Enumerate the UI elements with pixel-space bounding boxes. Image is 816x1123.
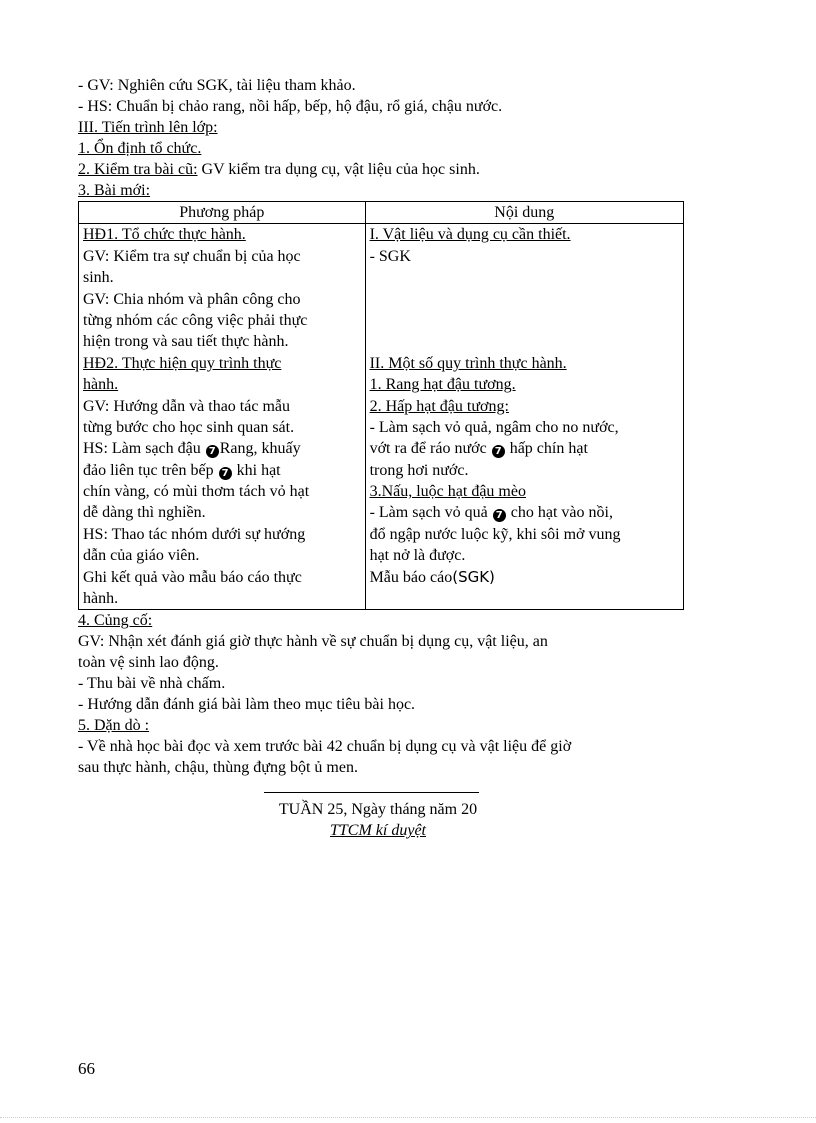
page-bottom-border — [0, 1117, 816, 1118]
text-line: GV: Hướng dẫn và thao tác mẫu — [83, 397, 290, 415]
lesson-table — [78, 201, 684, 610]
text-line: Ghi kết quả vào mẫu báo cáo thực — [83, 568, 302, 586]
text-span: khi hạt — [232, 461, 281, 479]
text-line: chín vàng, có mùi thơm tách vỏ hạt — [83, 483, 310, 501]
text-span: - Làm sạch vỏ quả — [369, 504, 492, 522]
table-header-row — [79, 202, 684, 224]
text-line: sau thực hành, chậu, thùng đựng bột ủ men. — [78, 759, 358, 777]
arrow-bullet-icon: 7 — [493, 509, 506, 522]
activity-1-title: HĐ1. Tổ chức thực hành. — [83, 226, 246, 244]
text-span: vớt ra để ráo nước — [369, 440, 491, 458]
text-line: GV: Chia nhóm và phân công cho — [83, 290, 301, 308]
text-line — [370, 438, 679, 459]
text-line: - SGK — [369, 247, 411, 265]
spacer — [370, 289, 679, 310]
text-line — [83, 460, 361, 481]
text-line: toàn vệ sinh lao động. — [78, 654, 219, 672]
step-1-heading: 1. Ổn định tổ chức. — [78, 140, 202, 157]
header-content: Nội dung — [365, 202, 683, 224]
activity-2-title: HĐ2. Thực hiện quy trình thực — [83, 354, 282, 372]
text-line: hành. — [83, 590, 119, 608]
step-3-heading: 3. Bài mới: — [78, 182, 151, 199]
teacher-prep-line: - GV: Nghiên cứu SGK, tài liệu tham khảo. — [78, 77, 356, 94]
step-2-line — [78, 159, 688, 180]
activity-2-title-cont: hành. — [83, 376, 119, 394]
report-line — [370, 567, 679, 588]
report-ref: (SGK) — [452, 567, 495, 586]
step-2-heading: 2. Kiểm tra bài cũ: — [78, 161, 198, 178]
procedure-3-title: 3.Nấu, luộc hạt đậu mèo — [369, 483, 526, 501]
text-line: hiện trong và sau tiết thực hành. — [83, 333, 289, 351]
approval-label: TTCM kí duyệt — [330, 822, 426, 840]
text-line: sinh. — [83, 269, 114, 287]
arrow-bullet-icon: 7 — [206, 445, 219, 458]
text-line: - Về nhà học bài đọc và xem trước bài 42 chuẩn bị dụng cụ và vật liệu để giờ — [78, 738, 572, 756]
text-line: HS: Thao tác nhóm dưới sự hướng — [83, 525, 306, 543]
document-body — [78, 75, 688, 841]
text-line: trong hơi nước. — [369, 461, 469, 479]
text-line: dẫn của giáo viên. — [83, 547, 200, 565]
procedure-1-title: 1. Rang hạt đậu tương. — [369, 376, 516, 394]
student-prep-line: - HS: Chuẩn bị chảo rang, nồi hấp, bếp, hộ đậu, rổ giá, chậu nước. — [78, 98, 503, 115]
text-line — [83, 438, 361, 459]
header-method: Phương pháp — [79, 202, 366, 224]
section-heading: III. Tiến trình lên lớp: — [78, 119, 218, 136]
step-4-heading: 4. Củng cố: — [78, 612, 153, 630]
text-span: hấp chín hạt — [505, 440, 588, 458]
arrow-bullet-icon: 7 — [219, 467, 232, 480]
text-line: hạt nở là được. — [369, 547, 466, 565]
week-date-line: TUẦN 25, Ngày tháng năm 20 — [278, 801, 478, 819]
text-line: đổ ngập nước luộc kỹ, khi sôi mở vung — [369, 525, 621, 543]
content-section-1-title: I. Vật liệu và dụng cụ cần thiết. — [369, 226, 571, 244]
text-line: từng bước cho học sinh quan sát. — [83, 418, 295, 436]
content-section-2-title: II. Một số quy trình thực hành. — [369, 354, 567, 372]
text-line: GV: Nhận xét đánh giá giờ thực hành về sự chuẩn bị dụng cụ, vật liệu, an — [78, 633, 548, 651]
text-span: cho hạt vào nồi, — [506, 504, 613, 522]
text-line: - Làm sạch vỏ quả, ngâm cho no nước, — [369, 418, 619, 436]
text-line: GV: Kiểm tra sự chuẩn bị của học — [83, 247, 301, 265]
separator-rule — [264, 792, 479, 793]
text-line — [370, 502, 679, 523]
text-span: HS: Làm sạch đậu — [83, 440, 205, 458]
report-label: Mẫu báo cáo — [369, 568, 453, 586]
spacer — [370, 310, 679, 331]
table-row — [79, 224, 684, 610]
method-cell — [79, 224, 366, 610]
content-cell — [365, 224, 683, 610]
text-line: từng nhóm các công việc phải thực — [83, 311, 308, 329]
procedure-2-title: 2. Hấp hạt đậu tương: — [369, 397, 509, 415]
spacer — [370, 267, 679, 288]
spacer — [370, 331, 679, 352]
arrow-bullet-icon: 7 — [492, 445, 505, 458]
text-line: dễ dàng thì nghiền. — [83, 504, 206, 522]
text-span: đảo liên tục trên bếp — [83, 461, 218, 479]
page-number: 66 — [78, 1059, 95, 1078]
step-2-text: GV kiểm tra dụng cụ, vật liệu của học sinh. — [197, 161, 480, 178]
text-span: Rang, khuấy — [219, 440, 301, 458]
text-line: - Hướng dẫn đánh giá bài làm theo mục tiêu bài học. — [78, 696, 416, 714]
text-line: - Thu bài về nhà chấm. — [78, 675, 226, 693]
step-5-heading: 5. Dặn dò : — [78, 717, 150, 735]
